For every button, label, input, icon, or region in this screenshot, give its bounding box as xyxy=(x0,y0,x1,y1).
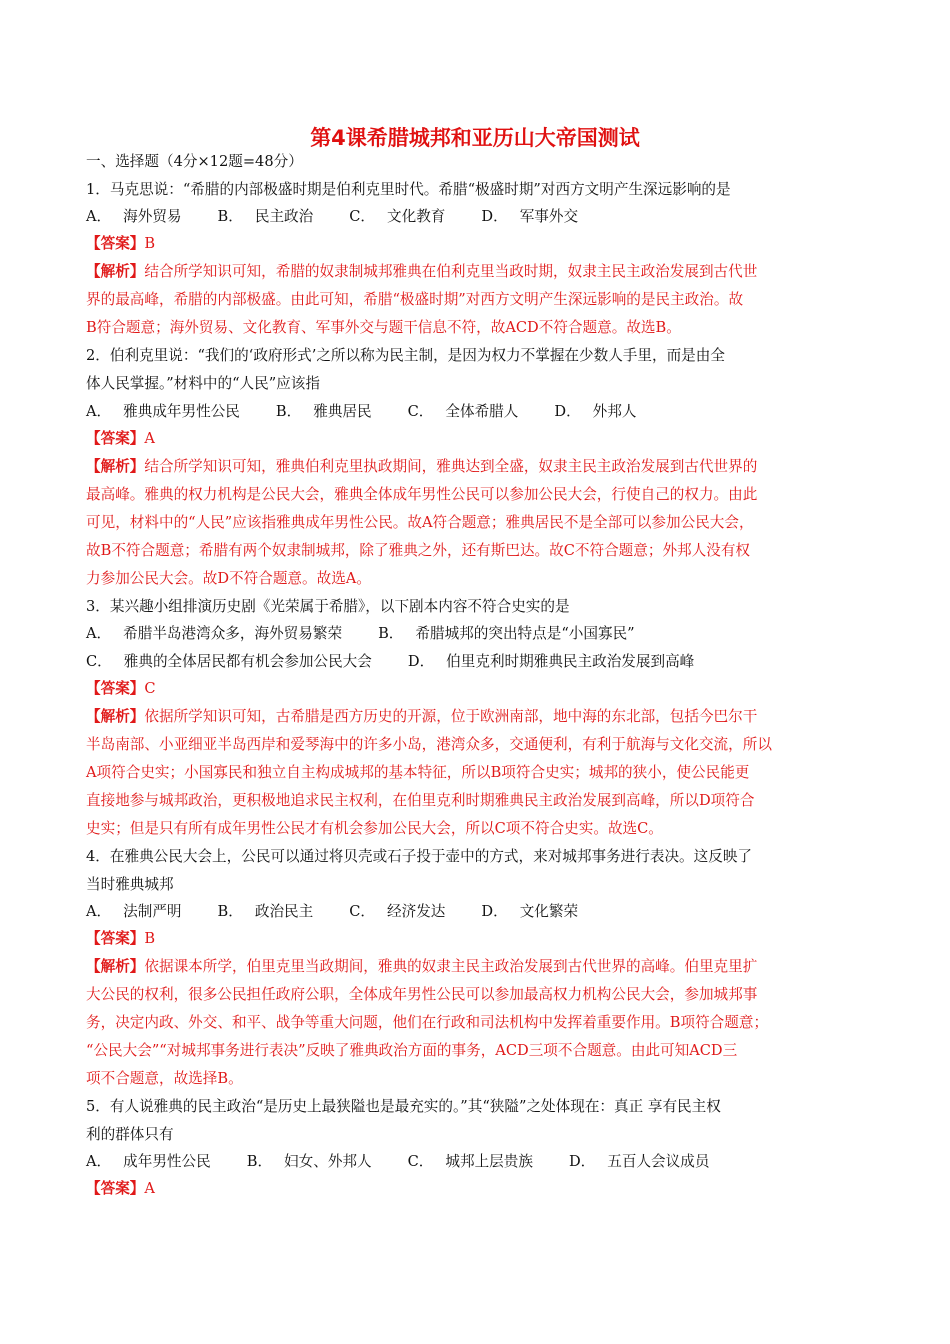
q1-option-b: B． 民主政治 xyxy=(217,208,314,225)
q4-option-d: D． 文化繁荣 xyxy=(481,903,579,920)
q3-option-c: C． 雅典的全体居民都有机会参加公民大会 xyxy=(86,653,372,670)
q5-stem: 利的群体只有 xyxy=(86,1126,174,1143)
q2-answer: 【答案】A xyxy=(86,430,155,447)
q1-option-d: D． 军事外交 xyxy=(481,208,579,225)
q5-option-c: C． 城邦上层贵族 xyxy=(407,1153,533,1170)
q3-analysis-line: 史实；但是只有所有成年男性公民才有机会参加公民大会，所以C项不符合史实。故选C。 xyxy=(86,820,663,837)
q4-analysis-line: “公民大会”“对城邦事务进行表决”反映了雅典政治方面的事务，ACD三项不合题意。由此可知ACD三 xyxy=(86,1042,738,1059)
q2-analysis-line: 最高峰。雅典的权力机构是公民大会，雅典全体成年男性公民可以参加公民大会，行使自己的权力。由此 xyxy=(86,486,758,503)
q1-analysis-line: 界的最高峰，希腊的内部极盛。由此可知，希腊“极盛时期”对西方文明产生深远影响的是民主政治。故 xyxy=(86,291,744,308)
q2-stem: 2．伯利克里说：“我们的‘政府形式’之所以称为民主制，是因为权力不掌握在少数人手里，而是由全 xyxy=(86,347,725,364)
q3-option-a: A． 希腊半岛港湾众多，海外贸易繁荣 xyxy=(86,625,343,642)
q3-stem: 3．某兴趣小组排演历史剧《光荣属于希腊》，以下剧本内容不符合史实的是 xyxy=(86,598,570,615)
q5-options xyxy=(86,1152,876,1172)
q2-option-b: B． 雅典居民 xyxy=(275,403,372,420)
q5-option-a: A． 成年男性公民 xyxy=(86,1153,211,1170)
q2-option-a: A． 雅典成年男性公民 xyxy=(86,403,240,420)
q4-option-b: B． 政治民主 xyxy=(217,903,314,920)
q4-stem: 4．在雅典公民大会上，公民可以通过将贝壳或石子投于壶中的方式，来对城邦事务进行表决。这反映了 xyxy=(86,848,753,865)
q1-analysis-line: B符合题意；海外贸易、文化教育、军事外交与题干信息不符，故ACD不符合题意。故选B。 xyxy=(86,319,681,336)
q2-analysis-line: 力参加公民大会。故D不符合题意。故选A。 xyxy=(86,570,371,587)
q2-analysis-line: 可见，材料中的“人民”应该指雅典成年男性公民。故A符合题意；雅典居民不是全部可以参加公民大会， xyxy=(86,514,754,531)
q3-analysis-line: 直接地参与城邦政治，更积极地追求民主权利，在伯里克利时期雅典民主政治发展到高峰，所以D项符合 xyxy=(86,792,755,809)
q4-stem: 当时雅典城邦 xyxy=(86,876,174,893)
q3-option-d: D． 伯里克利时期雅典民主政治发展到高峰 xyxy=(407,653,695,670)
q1-stem: 1．马克思说：“希腊的内部极盛时期是伯利克里时代。希腊“极盛时期”对西方文明产生深远影响的是 xyxy=(86,181,731,198)
q3-answer: 【答案】C xyxy=(86,680,156,697)
q3-analysis-line: A项符合史实；小国寡民和独立自主构成城邦的基本特征，所以B项符合史实；城邦的狭小，使公民能更 xyxy=(86,764,750,781)
q4-analysis-line: 【解析】依据课本所学，伯里克里当政期间，雅典的奴隶主民主政治发展到古代世界的高峰。伯里克里扩 xyxy=(86,958,758,975)
q4-analysis-line: 项不合题意，故选择B。 xyxy=(86,1070,243,1087)
q1-option-a: A． 海外贸易 xyxy=(86,208,182,225)
q3-analysis-line: 半岛南部、小亚细亚半岛西岸和爱琴海中的许多小岛，港湾众多，交通便利，有利于航海与文化交流，所以 xyxy=(86,736,772,753)
q2-options xyxy=(86,402,876,422)
q2-option-d: D． 外邦人 xyxy=(554,403,637,420)
q3-option-b: B． 希腊城邦的突出特点是“小国寡民” xyxy=(378,625,635,642)
q2-option-c: C． 全体希腊人 xyxy=(407,403,519,420)
q3-options-row xyxy=(86,624,876,644)
q4-options xyxy=(86,902,876,922)
q4-analysis-line: 务，决定内政、外交、和平、战争等重大问题，他们在行政和司法机构中发挥着重要作用。B项符合题意； xyxy=(86,1014,769,1031)
q5-option-d: D． 五百人会议成员 xyxy=(568,1153,710,1170)
page-title: 第4课希腊城邦和亚历山大帝国测试 xyxy=(310,126,640,150)
q5-stem: 5．有人说雅典的民主政治“是历史上最狭隘也是最充实的。”其“狭隘”之处体现在：真正 享有民主权 xyxy=(86,1098,721,1115)
q4-analysis-line: 大公民的权利，很多公民担任政府公职，全体成年男性公民可以参加最高权力机构公民大会，参加城邦事 xyxy=(86,986,758,1003)
section-heading: 一、选择题（4分×12题=48分） xyxy=(86,153,303,170)
q4-option-a: A． 法制严明 xyxy=(86,903,182,920)
q5-answer: 【答案】A xyxy=(86,1180,155,1197)
q1-option-c: C． 文化教育 xyxy=(349,208,446,225)
q2-stem: 体人民掌握。”材料中的“人民”应该指 xyxy=(86,375,320,392)
q4-option-c: C． 经济发达 xyxy=(349,903,446,920)
q4-answer: 【答案】B xyxy=(86,930,156,947)
q3-analysis-line: 【解析】依据所学知识可知，古希腊是西方历史的开源，位于欧洲南部，地中海的东北部，包括今巴尔干 xyxy=(86,708,758,725)
q3-options-row xyxy=(86,652,876,672)
q2-analysis-line: 【解析】结合所学知识可知，雅典伯利克里执政期间，雅典达到全盛，奴隶主民主政治发展到古代世界的 xyxy=(86,458,758,475)
q2-analysis-line: 故B不符合题意；希腊有两个奴隶制城邦，除了雅典之外，还有斯巴达。故C不符合题意；外邦人没有权 xyxy=(86,542,751,559)
q1-options xyxy=(86,207,876,227)
q5-option-b: B． 妇女、外邦人 xyxy=(246,1153,372,1170)
q1-analysis-line: 【解析】结合所学知识可知，希腊的奴隶制城邦雅典在伯利克里当政时期，奴隶主民主政治发展到古代世 xyxy=(86,263,758,280)
q1-answer: 【答案】B xyxy=(86,235,156,252)
